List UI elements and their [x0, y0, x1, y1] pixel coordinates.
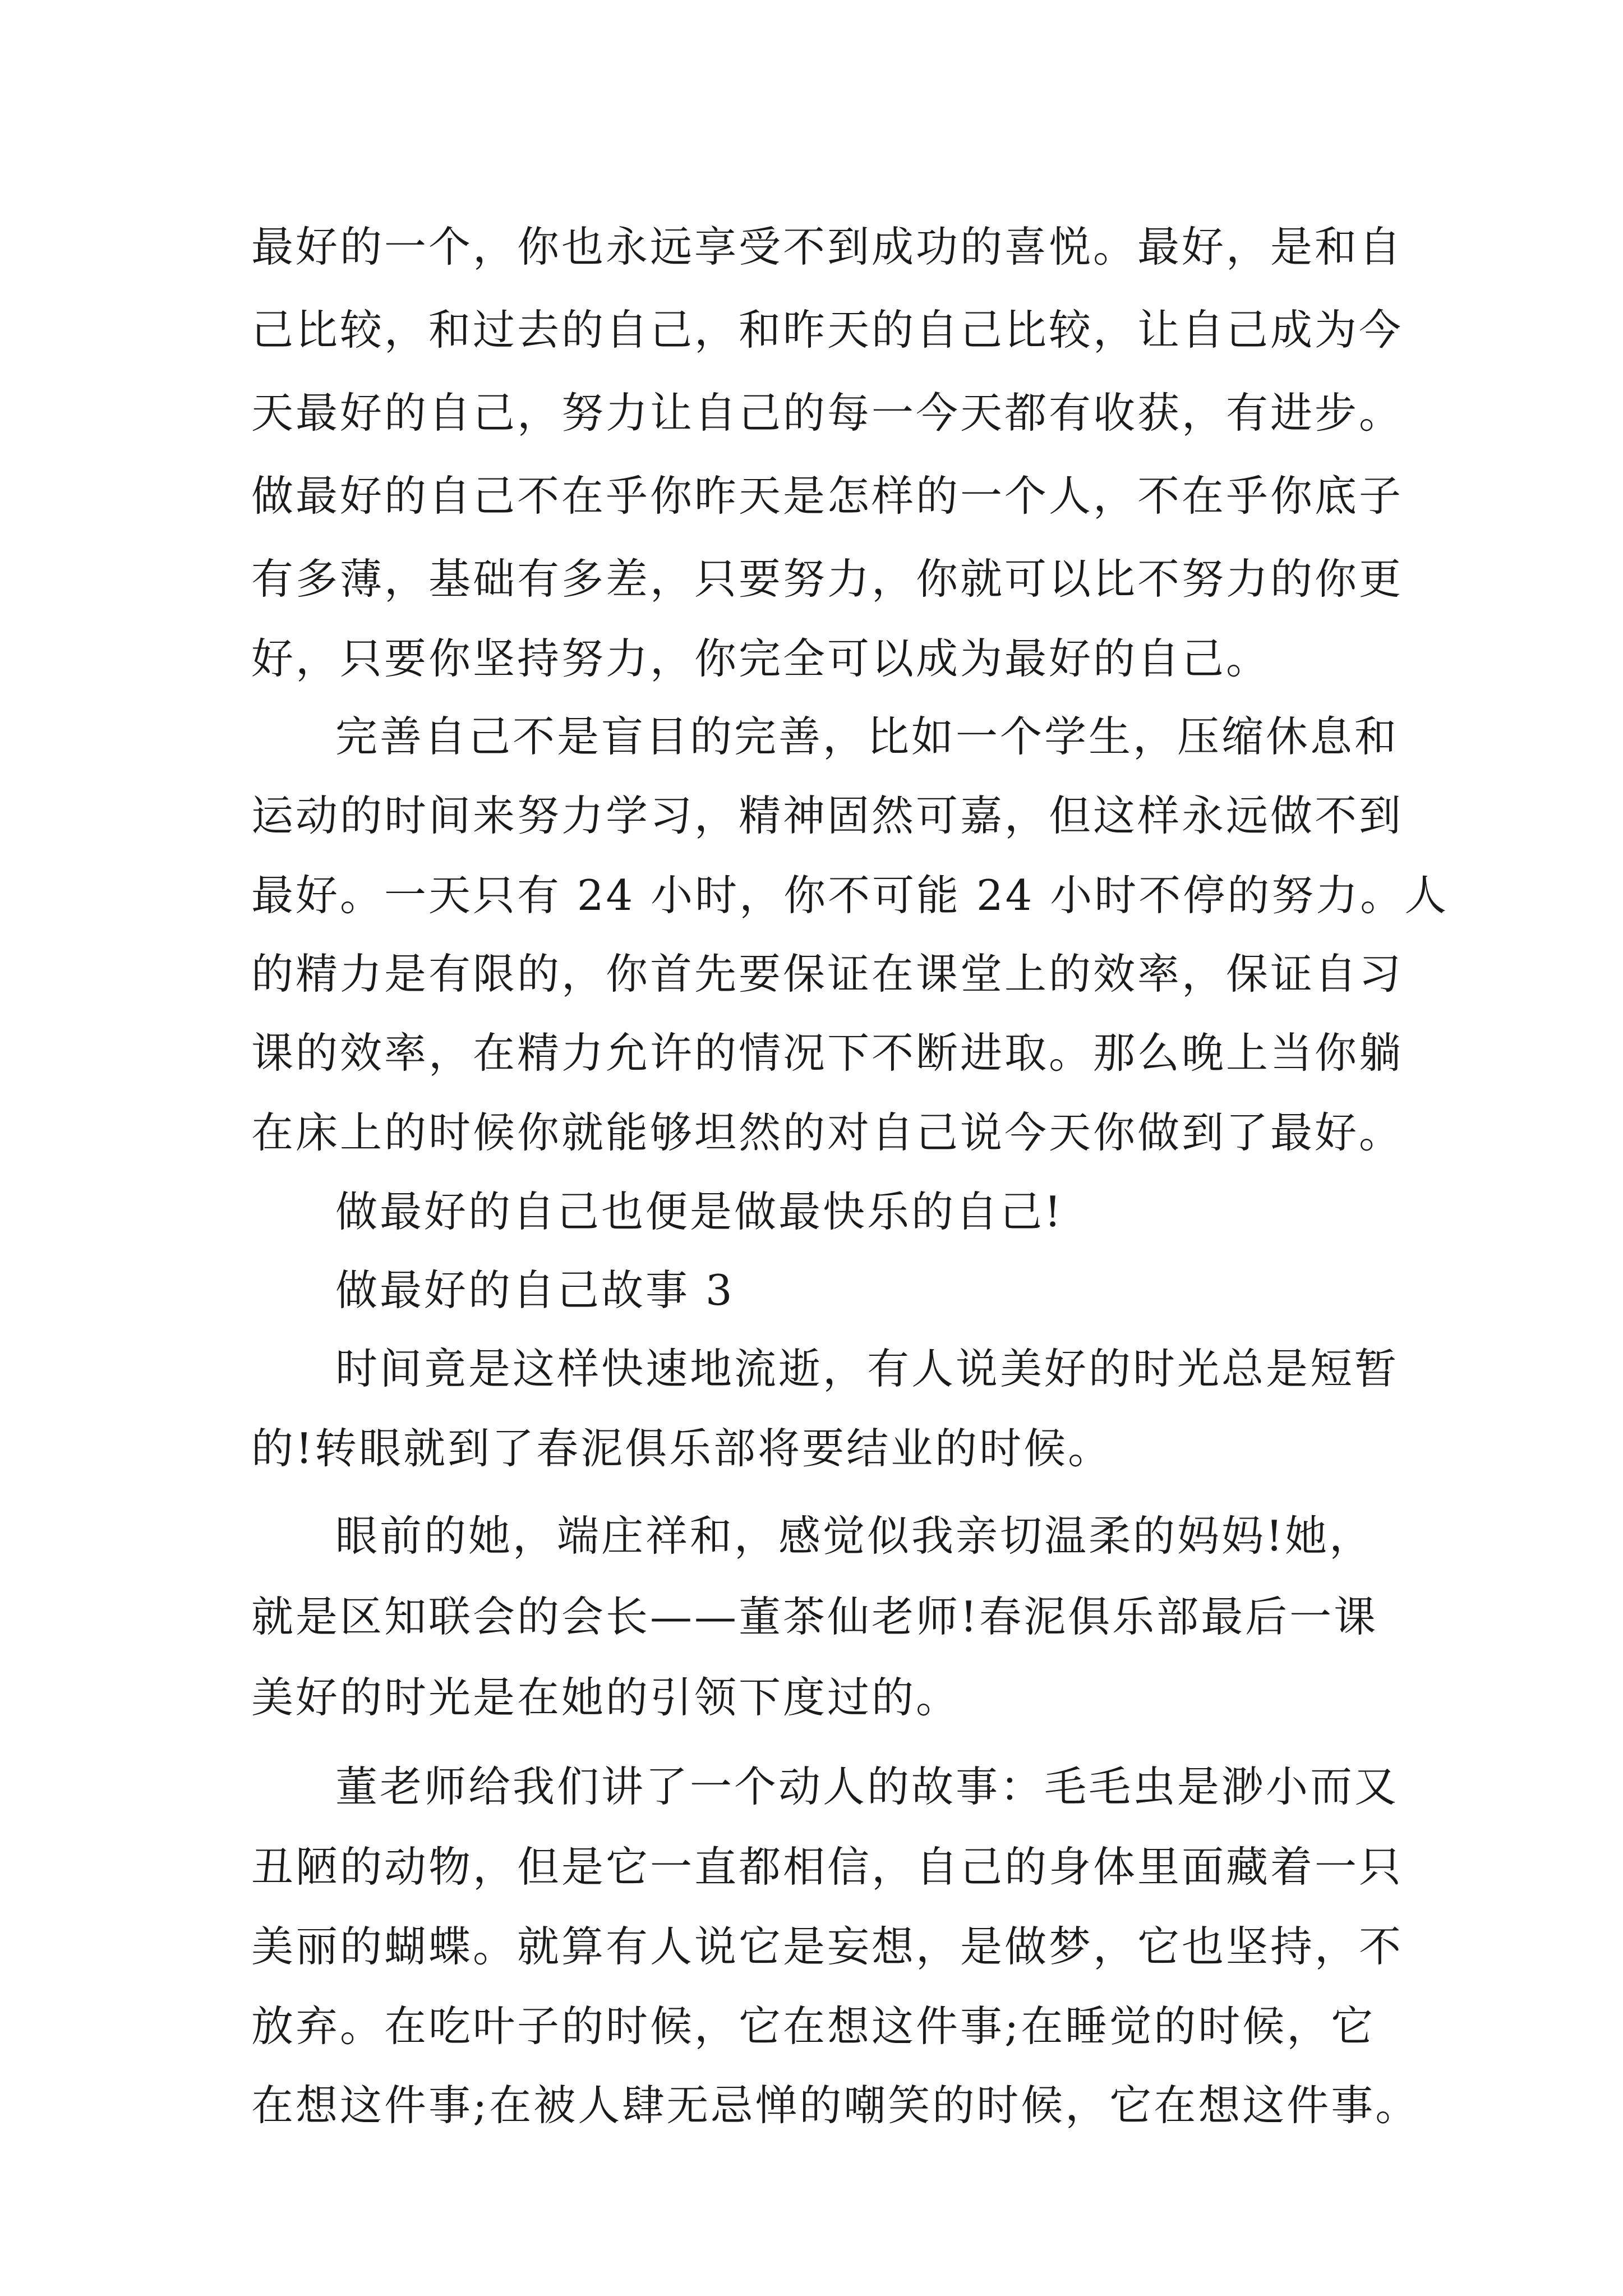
text-line: 运动的时间来努力学习，精神固然可嘉，但这样永远做不到 [251, 791, 1404, 840]
text-line: 好，只要你坚持努力，你完全可以成为最好的自己。 [251, 634, 1271, 683]
text-line: 天最好的自己，努力让自己的每一今天都有收获，有进步。 [251, 388, 1404, 438]
text-line: 的精力是有限的，你首先要保证在课堂上的效率，保证自习 [251, 949, 1404, 999]
section-heading: 做最好的自己故事 3 [335, 1266, 735, 1315]
text-line: 丑陋的动物，但是它一直都相信，自己的身体里面藏着一只 [251, 1842, 1404, 1892]
paragraph-first-line: 做最好的自己也便是做最快乐的自己! [335, 1187, 1064, 1236]
text-line: 做最好的自己不在乎你昨天是怎样的一个人，不在乎你底子 [251, 471, 1404, 521]
text-line: 在想这件事;在被人肆无忌惮的嘲笑的时候，它在想这件事。 [251, 2081, 1420, 2130]
text-line: 就是区知联会的会长——董茶仙老师!春泥俱乐部最后一课 [251, 1592, 1378, 1641]
text-line: 放弃。在吃叶子的时候，它在想这件事;在睡觉的时候，它 [251, 2001, 1376, 2051]
paragraph-first-line: 完善自己不是盲目的完善，比如一个学生，压缩休息和 [335, 712, 1399, 761]
text-line: 课的效率，在精力允许的情况下不断进取。那么晚上当你躺 [251, 1028, 1404, 1078]
text-line: 美丽的蝴蝶。就算有人说它是妄想，是做梦，它也坚持，不 [251, 1922, 1404, 1971]
text-line: 在床上的时候你就能够坦然的对自己说今天你做到了最好。 [251, 1108, 1404, 1157]
paragraph-first-line: 眼前的她，端庄祥和，感觉似我亲切温柔的妈妈!她， [335, 1511, 1374, 1561]
text-line: 最好。一天只有 24 小时，你不可能 24 小时不停的努力。人 [251, 871, 1449, 920]
paragraph-first-line: 董老师给我们讲了一个动人的故事：毛毛虫是渺小而又 [335, 1762, 1399, 1811]
text-line: 有多薄，基础有多差，只要努力，你就可以比不努力的你更 [251, 554, 1404, 604]
text-line: 己比较，和过去的自己，和昨天的自己比较，让自己成为今 [251, 305, 1404, 355]
text-line: 最好的一个，你也永远享受不到成功的喜悦。最好，是和自 [251, 222, 1404, 272]
text-line: 美好的时光是在她的引领下度过的。 [251, 1673, 961, 1722]
text-line: 的!转眼就到了春泥俱乐部将要结业的时候。 [251, 1424, 1113, 1473]
paragraph-first-line: 时间竟是这样快速地流逝，有人说美好的时光总是短暂 [335, 1344, 1399, 1393]
